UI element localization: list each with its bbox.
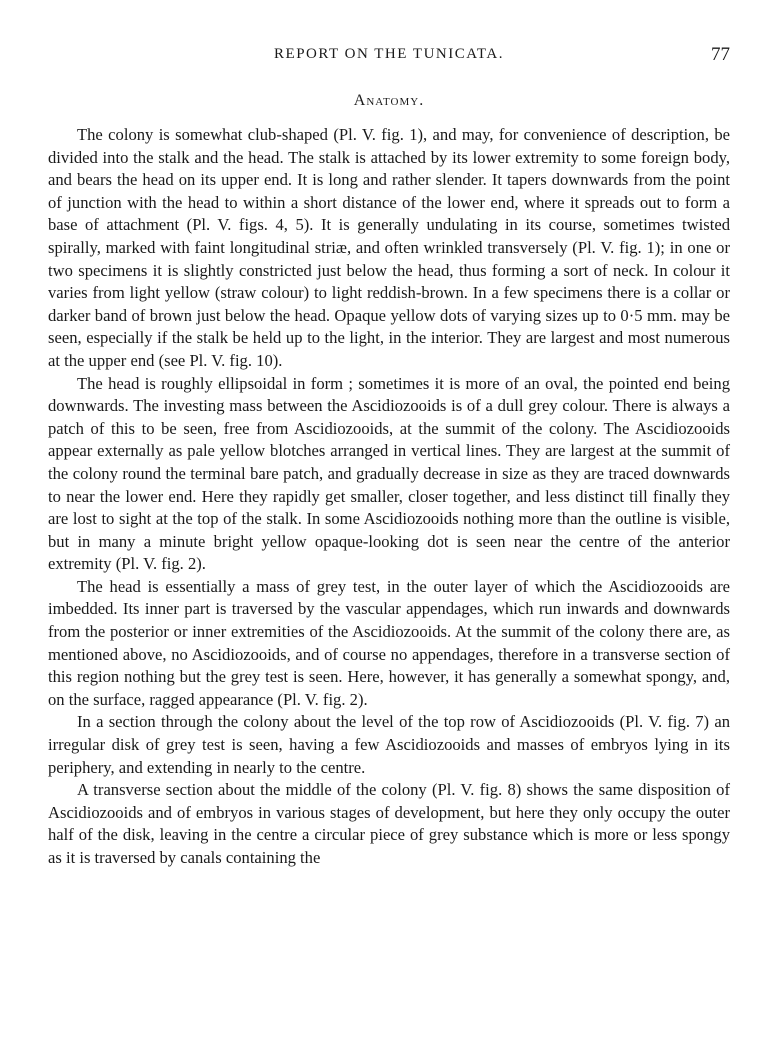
running-title: REPORT ON THE TUNICATA. (274, 46, 504, 62)
page (48, 44, 730, 870)
running-head (48, 44, 730, 70)
section-heading: Anatomy. (353, 92, 425, 109)
paragraph: The head is roughly ellipsoidal in form ; sometimes it is more of an oval, the pointed end being downwards. The investing mass between the Ascidiozooids is of a dull grey colour. There is always a patch of this to be seen, free from Ascidiozooids, at the summit of the colony. The Ascidiozooids appear externally as pale yellow blotches arranged in vertical lines. They are largest at the summit of the colony round the terminal bare patch, and gradually decrease in size as they are traced downwards to near the lower end. Here they rapidly get smaller, closer together, and less distinct till finally they are lost to sight at the top of the stalk. In some Ascidiozooids nothing more than the outline is visible, but in many a minute bright yellow opaque-looking dot is seen near the centre of the anterior extremity (Pl. V. fig. 2). (48, 373, 730, 574)
body-text (48, 124, 730, 870)
paragraph: A transverse section about the middle of the colony (Pl. V. fig. 8) shows the same disposition of Ascidiozooids and of embryos in various stages of development, but here they only occupy the outer half of the disk, leaving in the centre a circular piece of grey substance which is more or less spongy as it is traversed by canals containing the (48, 780, 730, 867)
page-number: 77 (711, 44, 730, 65)
paragraph: In a section through the colony about the level of the top row of Ascidiozooids (Pl. V. fig. 7) an irregular disk of grey test is seen, having a few Ascidiozooids and masses of embryos lying in its periphery, and extending in nearly to the centre. (48, 712, 730, 777)
paragraph: The head is essentially a mass of grey test, in the outer layer of which the Ascidiozooids are imbedded. Its inner part is traversed by the vascular appendages, which run inwards and downwards from the posterior or inner extremities of the Ascidiozooids. At the summit of the colony there are, as mentioned above, no Ascidiozooids, and of course no appendages, therefore in a transverse section of this region nothing but the grey test is seen. Here, however, it has generally a somewhat spongy, and, on the surface, ragged appearance (Pl. V. fig. 2). (48, 576, 730, 709)
paragraph: The colony is somewhat club-shaped (Pl. V. fig. 1), and may, for convenience of description, be divided into the stalk and the head. The stalk is attached by its lower extremity to some foreign body, and bears the head on its upper end. It is long and rather slender. It tapers downwards from the point of junction with the head to within a short distance of the lower end, where it spreads out to form a base of attachment (Pl. V. figs. 4, 5). It is generally undulating in its course, sometimes twisted spirally, marked with faint longitudinal striæ, and often wrinkled transversely (Pl. V. fig. 1); in one or two specimens it is slightly constricted just below the head, thus forming a sort of neck. In colour it varies from light yellow (straw colour) to light reddish-brown. In a few specimens there is a collar or darker band of brown just below the head. Opaque yellow dots of varying sizes up to 0·5 mm. may be seen, especially if the stalk be held up to the light, in the interior. They are largest and most numerous at the upper end (see Pl. V. fig. 10). (48, 125, 730, 370)
